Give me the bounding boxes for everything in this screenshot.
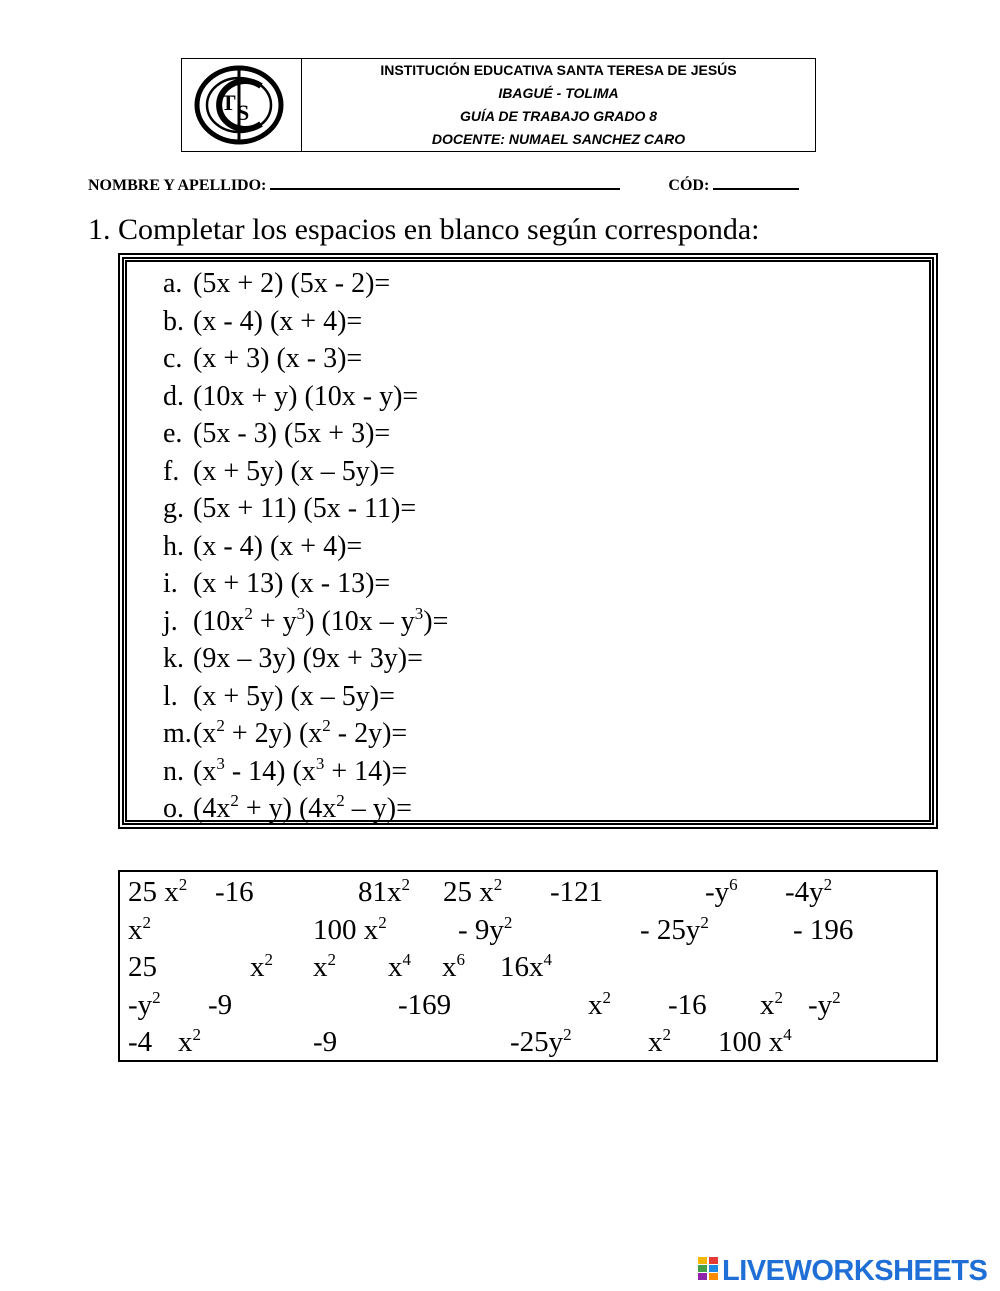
exponent: 2: [142, 912, 151, 932]
answer-term[interactable]: [313, 914, 387, 946]
exercise-item: [163, 306, 362, 338]
exercise-letter: l.: [163, 680, 178, 712]
exercise-item: [163, 343, 362, 375]
exponent: 2: [152, 987, 161, 1007]
expression-text: (x - 4) (x + 4)=: [193, 305, 363, 337]
answer-term[interactable]: [718, 1026, 792, 1058]
svg-text:S: S: [237, 100, 250, 125]
expression-text: -16: [668, 988, 707, 1021]
exponent: 4: [783, 1025, 792, 1044]
exponent: 2: [216, 716, 225, 735]
expression-text: – y)=: [344, 793, 412, 824]
answer-term[interactable]: [458, 914, 512, 946]
expression-text: -121: [550, 876, 604, 908]
exponent: 2: [823, 875, 833, 894]
exercise-letter: a.: [163, 268, 183, 299]
answer-term[interactable]: [313, 951, 336, 983]
expression-text: 25: [128, 951, 157, 983]
exponent: 6: [456, 950, 465, 969]
exercise-item: [163, 268, 390, 300]
exercise-letter: m.: [163, 718, 192, 749]
exercise-item: [163, 718, 407, 750]
exercise-letter: b.: [163, 305, 184, 337]
answer-term[interactable]: [128, 989, 161, 1021]
exercise-letter: f.: [163, 455, 180, 487]
answer-term[interactable]: [588, 989, 611, 1021]
exercise-letter: h.: [163, 530, 184, 562]
expression-text: x: [588, 988, 603, 1021]
expression-text: -9: [313, 1026, 338, 1058]
exponent: 4: [402, 950, 411, 969]
answer-term[interactable]: [128, 914, 151, 946]
expression-text: 16x: [500, 951, 544, 983]
expression-text: -9: [208, 988, 233, 1021]
exercise-item: [163, 603, 449, 638]
code-label: CÓD:: [668, 177, 710, 194]
expression-text: + y: [252, 605, 297, 637]
exercise-letter: o.: [163, 793, 184, 824]
exercise-letter: c.: [163, 343, 183, 374]
question-1: [88, 213, 759, 247]
expression-text: (9x – 3y) (9x + 3y)=: [193, 643, 423, 674]
guide-title: GUÍA DE TRABAJO GRADO 8: [459, 108, 658, 124]
expression-text: -4y: [785, 876, 824, 908]
exponent: 2: [602, 987, 611, 1007]
answer-term[interactable]: [793, 914, 853, 946]
exercise-item: [163, 493, 416, 525]
city-name: IBAGUÉ - TOLIMA: [498, 85, 619, 101]
expression-text: -25y: [510, 1026, 564, 1058]
exercise-letter: n.: [163, 755, 184, 787]
expression-text: 100 x: [718, 1026, 784, 1058]
expression-text: (5x - 3) (5x + 3)=: [193, 418, 391, 449]
exponent: 2: [493, 875, 503, 894]
expression-text: x: [760, 988, 775, 1021]
expression-text: -4: [128, 1026, 153, 1058]
expression-text: 100 x: [313, 913, 379, 946]
answer-term[interactable]: [648, 1026, 671, 1058]
code-blank[interactable]: [713, 176, 799, 190]
exercise-item: [163, 753, 408, 788]
answer-term[interactable]: [215, 876, 254, 908]
expression-text: (x + 3) (x - 3)=: [193, 343, 363, 374]
expression-text: x: [250, 951, 265, 983]
exponent: 2: [192, 1025, 201, 1044]
exercise-letter: d.: [163, 380, 184, 412]
expression-text: -y: [808, 988, 833, 1021]
exercise-item: [163, 381, 418, 413]
exponent: 2: [327, 950, 336, 969]
expression-text: 25 x: [443, 876, 494, 908]
exponent: 2: [244, 603, 253, 623]
student-info-line: [88, 176, 799, 195]
expression-text: (x + 13) (x - 13)=: [193, 568, 391, 599]
liveworksheets-icon: [698, 1257, 718, 1281]
exponent: 2: [503, 912, 513, 932]
exercise-letter: i.: [163, 568, 178, 599]
liveworksheets-brand: LIVEWORKSHEETS: [722, 1255, 988, 1287]
exponent: 2: [178, 875, 188, 894]
exponent: 2: [401, 875, 410, 894]
answer-term[interactable]: [705, 876, 738, 908]
answer-bank: [118, 870, 938, 1062]
expression-text: -169: [398, 988, 452, 1021]
exercise-letter: k.: [163, 643, 184, 674]
exercise-letter: g.: [163, 493, 184, 524]
answer-term[interactable]: [128, 876, 187, 908]
expression-text: x: [442, 951, 457, 983]
answer-term[interactable]: [443, 876, 502, 908]
expression-text: -16: [215, 876, 254, 908]
answer-term[interactable]: [442, 951, 465, 983]
exercise-item: [163, 456, 395, 488]
answer-term[interactable]: [178, 1026, 201, 1058]
expression-text: - 14) (x: [224, 755, 316, 787]
exercise-item: [163, 643, 423, 675]
expression-text: - 196: [793, 913, 854, 946]
question-number: 1.: [88, 213, 111, 246]
question-text: Completar los espacios en blanco según corresponda:: [118, 213, 760, 246]
expression-text: (10x + y) (10x - y)=: [193, 380, 419, 412]
answer-term[interactable]: [128, 951, 157, 983]
exponent: 2: [336, 791, 345, 810]
expression-text: (x - 4) (x + 4)=: [193, 530, 363, 562]
exponent: 6: [729, 875, 738, 894]
answer-term[interactable]: [760, 989, 783, 1021]
exercise-box: [118, 253, 938, 829]
exponent: 2: [700, 912, 709, 932]
header-text: [302, 59, 815, 151]
expression-text: (x: [193, 755, 217, 787]
exponent: 2: [832, 987, 841, 1007]
exercise-item: [163, 568, 390, 600]
answer-term[interactable]: [640, 914, 709, 946]
expression-text: + 2y) (x: [224, 718, 323, 749]
svg-text:T: T: [221, 90, 236, 115]
exponent: 2: [774, 987, 783, 1007]
school-logo: [193, 64, 289, 146]
answer-term[interactable]: [808, 989, 841, 1021]
name-label: NOMBRE Y APELLIDO:: [88, 177, 267, 194]
expression-text: (x: [193, 718, 217, 749]
expression-text: 25 x: [128, 876, 179, 908]
exercise-letter: j.: [163, 605, 178, 637]
answer-term[interactable]: [500, 951, 552, 983]
answer-term[interactable]: [398, 989, 451, 1021]
expression-text: x: [648, 1026, 663, 1058]
exercise-item: [163, 531, 362, 563]
exercise-item: [163, 681, 395, 713]
expression-text: - 2y)=: [330, 718, 408, 749]
exponent: 2: [322, 716, 331, 735]
school-logo-cell: [182, 59, 302, 151]
exercise-item: [163, 418, 390, 450]
answer-term[interactable]: [128, 1026, 152, 1058]
expression-text: (5x + 11) (5x - 11)=: [193, 493, 417, 524]
expression-text: (10x: [193, 605, 245, 637]
institution-name: INSTITUCIÓN EDUCATIVA SANTA TERESA DE JESÚS: [380, 62, 737, 78]
expression-text: + 14)=: [324, 755, 408, 787]
answer-term[interactable]: [313, 1026, 337, 1058]
exponent: 3: [296, 603, 306, 623]
expression-text: - 25y: [640, 913, 701, 946]
expression-text: (x + 5y) (x – 5y)=: [193, 455, 395, 487]
answer-term[interactable]: [550, 876, 603, 908]
expression-text: ) (10x – y: [305, 605, 415, 637]
exponent: 3: [414, 603, 424, 623]
exercise-item: [163, 793, 412, 825]
answer-term[interactable]: [510, 1026, 572, 1058]
exponent: 3: [216, 753, 225, 773]
answer-term[interactable]: [388, 951, 411, 983]
answer-term[interactable]: [785, 876, 832, 908]
exponent: 2: [563, 1025, 572, 1044]
expression-text: x: [313, 951, 328, 983]
expression-text: (x + 5y) (x – 5y)=: [193, 680, 395, 712]
expression-text: - 9y: [458, 913, 504, 946]
exponent: 2: [662, 1025, 671, 1044]
expression-text: (4x: [193, 793, 231, 824]
expression-text: x: [128, 913, 143, 946]
exponent: 2: [230, 791, 239, 810]
expression-text: 81x: [358, 876, 402, 908]
expression-text: x: [178, 1026, 193, 1058]
exponent: 3: [315, 753, 325, 773]
name-blank[interactable]: [270, 176, 620, 190]
expression-text: x: [388, 951, 403, 983]
expression-text: )=: [423, 605, 449, 637]
exponent: 2: [264, 950, 273, 969]
exponent: 4: [543, 950, 552, 969]
expression-text: + y) (4x: [238, 793, 337, 824]
exponent: 2: [378, 912, 387, 932]
answer-term[interactable]: [668, 989, 707, 1021]
expression-text: -y: [705, 876, 730, 908]
answer-term[interactable]: [358, 876, 410, 908]
answer-term[interactable]: [208, 989, 232, 1021]
school-header: [181, 58, 816, 152]
teacher-name: DOCENTE: NUMAEL SANCHEZ CARO: [431, 131, 686, 147]
answer-term[interactable]: [250, 951, 273, 983]
expression-text: (5x + 2) (5x - 2)=: [193, 268, 391, 299]
expression-text: -y: [128, 988, 153, 1021]
exercise-letter: e.: [163, 418, 183, 449]
